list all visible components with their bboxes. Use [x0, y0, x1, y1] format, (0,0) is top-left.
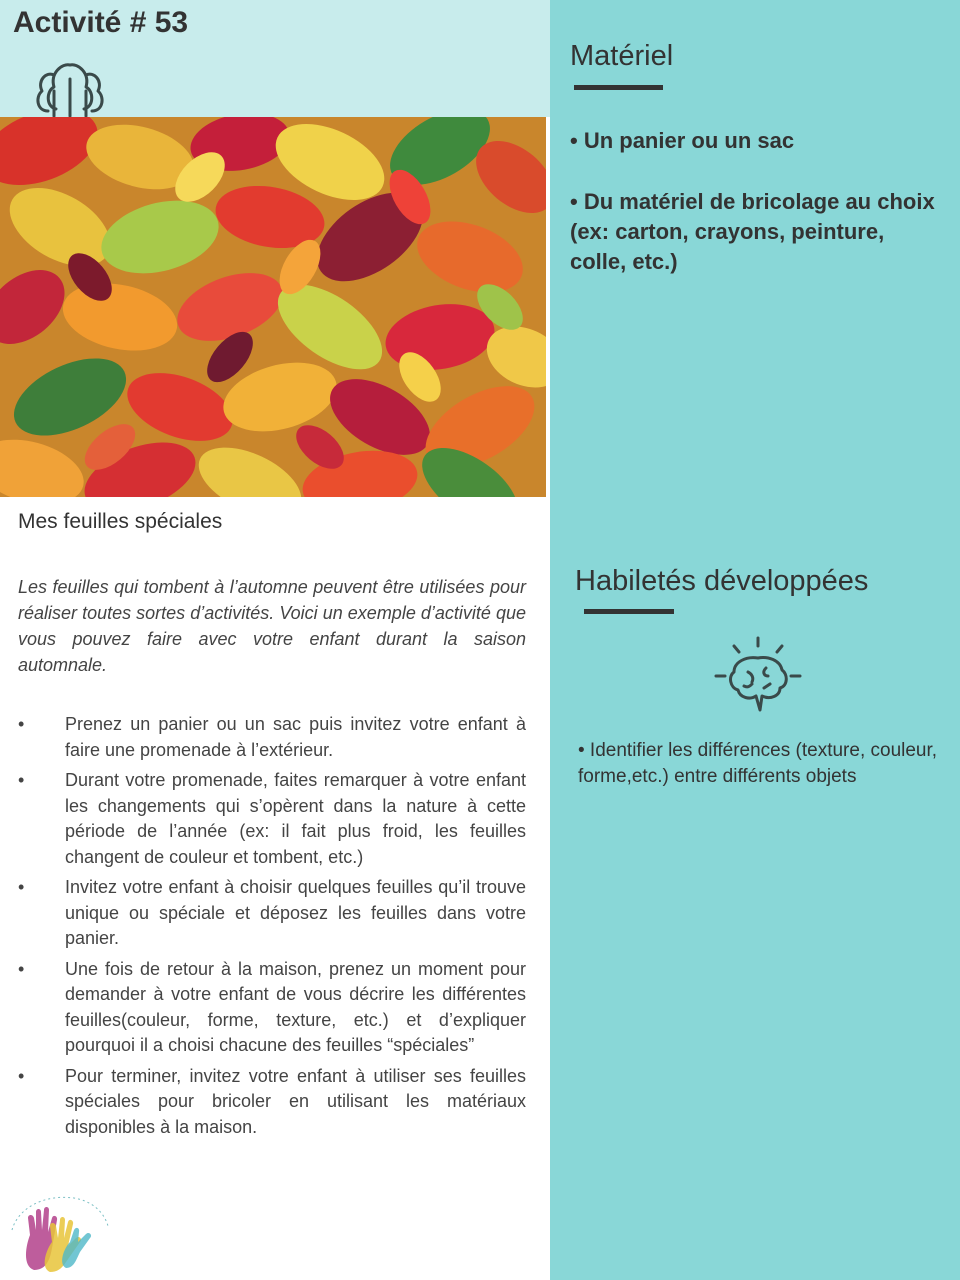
materiel-title: Matériel	[570, 40, 674, 72]
parents-engages-logo	[4, 1190, 114, 1275]
step-text: Durant votre promenade, faites remarquer à votre enfant les changements qui s’opèrent dans la nature à cette période de l’année (ex: il fait plus froid, les feuilles changent de couleur et tombent, etc.)	[65, 770, 526, 867]
step-text: Prenez un panier ou un sac puis invitez votre enfant à faire une promenade à l’extérieur.	[65, 714, 526, 760]
bullet: •	[18, 714, 25, 734]
list-item	[18, 768, 526, 870]
materiel-underline	[574, 85, 663, 90]
step-text: Pour terminer, invitez votre enfant à utiliser ses feuilles spéciales pour bricoler en utilisant les matériaux disponibles à la maison.	[65, 1065, 526, 1137]
autumn-leaves-photo	[0, 117, 546, 497]
materiel-item: • Du matériel de bricolage au choix (ex: carton, crayons, peinture, colle, etc.)	[570, 189, 935, 274]
step-text: Une fois de retour à la maison, prenez un moment pour demander à votre enfant de vous décrire les différentes feuilles(couleur, forme, texture, etc.) et d’expliquer pourquoi il a choisi chacune des feuilles “spéciales”	[65, 958, 526, 1055]
list-item	[18, 712, 526, 763]
activity-name: Mes feuilles spéciales	[18, 510, 223, 533]
activity-intro: Les feuilles qui tombent à l’automne peuvent être utilisées pour réaliser toutes sortes d’activités. Voici un exemple d’activité que vous pouvez faire avec votre enfant durant la saison automnale.	[18, 577, 526, 675]
habiletes-underline	[584, 609, 674, 614]
step-text: Invitez votre enfant à choisir quelques feuilles qu’il trouve unique ou spéciale et déposez les feuilles dans votre panier.	[65, 877, 526, 948]
materiel-list	[570, 126, 940, 308]
brain-icon	[712, 636, 804, 718]
activity-steps	[18, 712, 526, 1145]
activity-title: Activité # 53	[13, 6, 189, 39]
list-item	[18, 875, 526, 952]
activity-header	[0, 0, 550, 117]
autumn-leaves-image	[0, 117, 546, 497]
bullet: •	[18, 958, 25, 979]
bullet: •	[18, 877, 25, 897]
bullet: •	[18, 1065, 25, 1086]
materiel-item: • Un panier ou un sac	[570, 128, 795, 153]
habiletes-item: • Identifier les différences (texture, couleur, forme,etc.) entre différents objets	[578, 740, 938, 787]
right-panel	[550, 0, 960, 1280]
list-item	[18, 957, 526, 1059]
tree-icon	[34, 61, 106, 117]
habiletes-title: Habiletés développées	[575, 565, 869, 597]
list-item	[18, 1064, 526, 1141]
bullet: •	[18, 770, 25, 790]
